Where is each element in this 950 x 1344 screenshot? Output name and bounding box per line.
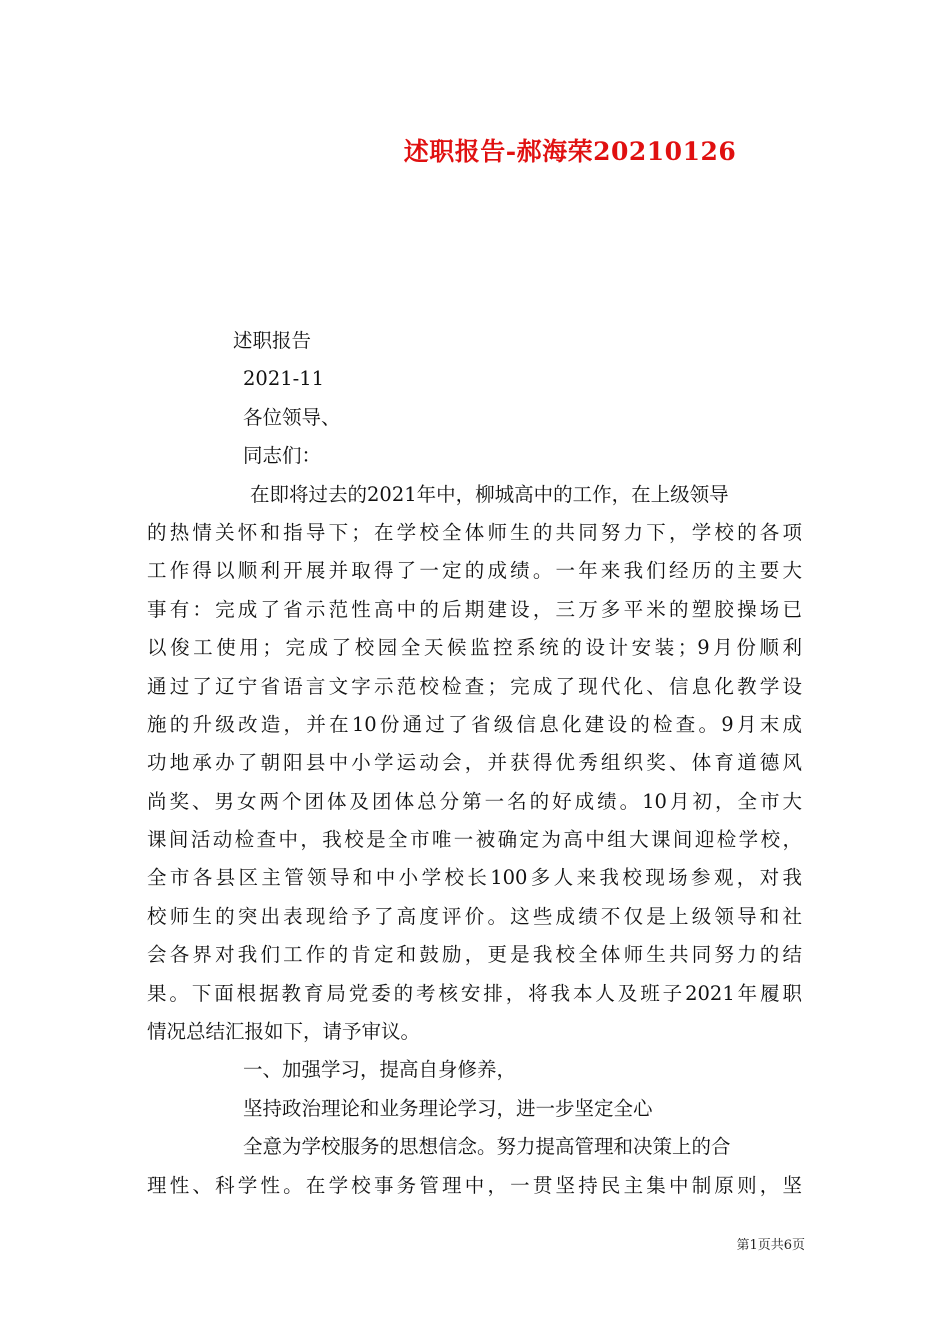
paragraph-line: 理性、科学性。在学校事务管理中，一贯坚持民主集中制原则，坚: [147, 1173, 802, 1197]
paragraph-line: 坚持政治理论和业务理论学习，进一步坚定全心: [243, 1096, 653, 1120]
paragraph-line: 全市各县区主管领导和中小学校长100多人来我校现场参观，对我: [147, 866, 802, 890]
document-body: [147, 322, 802, 1205]
paragraph-line: 事有：完成了省示范性高中的后期建设，三万多平米的塑胶操场已: [147, 597, 802, 621]
paragraph-line: 果。下面根据教育局党委的考核安排，将我本人及班子2021年履职: [147, 981, 802, 1005]
paragraph-line: 施的升级改造，并在10份通过了省级信息化建设的检查。9月末成: [147, 712, 802, 736]
paragraph-line: 的热情关怀和指导下；在学校全体师生的共同努力下，学校的各项: [147, 520, 802, 544]
paragraph-line: 在即将过去的2021年中，柳城高中的工作，在上级领导: [250, 482, 729, 506]
paragraph-line: 尚奖、男女两个团体及团体总分第一名的好成绩。10月初，全市大: [147, 789, 802, 813]
section-heading: 一、加强学习，提高自身修养，: [243, 1058, 517, 1082]
page-number: 第1页共6页: [736, 1238, 805, 1253]
paragraph-line: 全意为学校服务的思想信念。努力提高管理和决策上的合: [243, 1135, 731, 1159]
report-date: 2021-11: [243, 367, 325, 391]
report-heading: 述职报告: [233, 329, 312, 352]
paragraph-line: 工作得以顺利开展并取得了一定的成绩。一年来我们经历的主要大: [147, 559, 802, 583]
paragraph-line: 以俊工使用；完成了校园全天候监控系统的设计安装；9月份顺利: [147, 636, 802, 660]
paragraph-line: 情况总结汇报如下，请予审议。: [147, 1020, 421, 1044]
paragraph-line: 课间活动检查中，我校是全市唯一被确定为高中组大课间迎检学校，: [147, 828, 802, 852]
paragraph-line: 会各界对我们工作的肯定和鼓励，更是我校全体师生共同努力的结: [147, 943, 802, 967]
salutation-line: 同志们：: [243, 444, 322, 468]
paragraph-line: 校师生的突出表现给予了高度评价。这些成绩不仅是上级领导和社: [147, 904, 802, 928]
document-title: 述职报告-郝海荣20210126: [403, 137, 737, 166]
paragraph-line: 功地承办了朝阳县中小学运动会，并获得优秀组织奖、体育道德风: [147, 751, 802, 775]
salutation-line: 各位领导、: [243, 405, 341, 429]
paragraph-line: 通过了辽宁省语言文字示范校检查；完成了现代化、信息化教学设: [147, 674, 802, 698]
